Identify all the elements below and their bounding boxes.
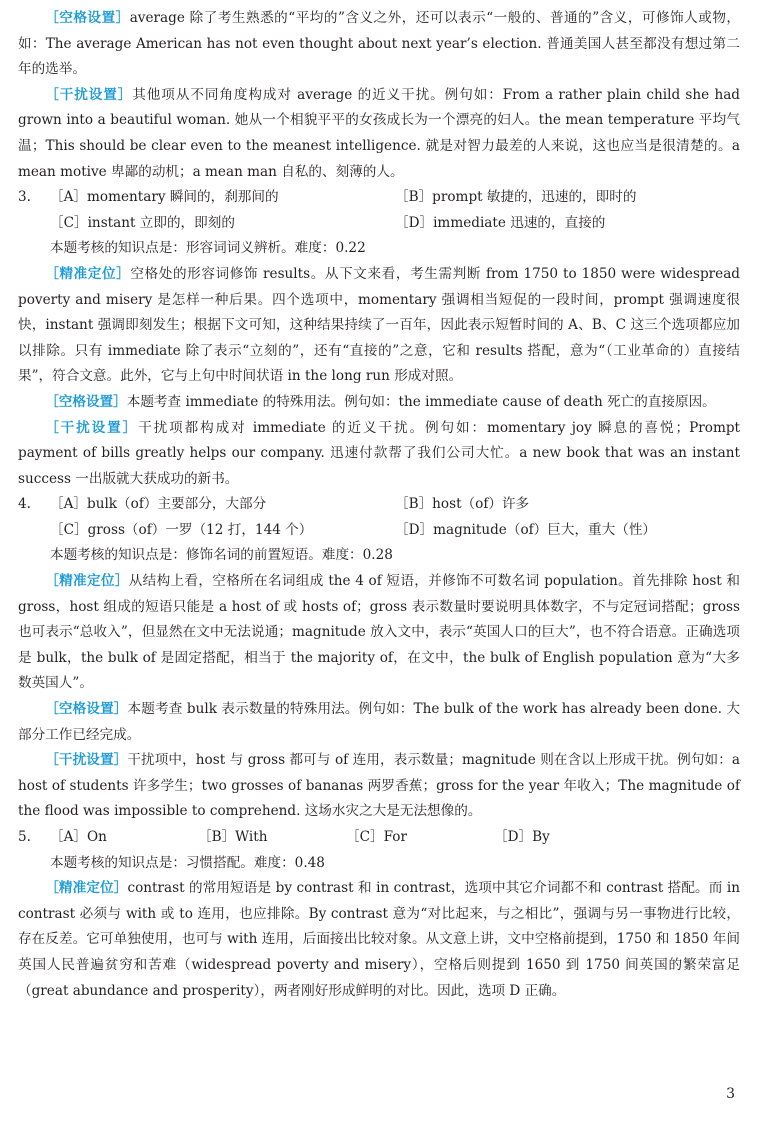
option-row — [18, 825, 740, 851]
option-row — [18, 492, 740, 518]
answer-option: ［C］For — [346, 829, 407, 845]
paragraph-text: 空格处的形容词修饰 results。从下文来看，考生需判断 from 1750 to 1850 were widespread poverty and misery 是怎样一种后果。四个选项中，momentary 强调相当短促的一段时间，prompt 强调速度很快，instant 强调即刻发生；根据下文可知，这种结果持续了一百年，因此表示短暂时间的 A、B、C 这三个选项都应加以排除。只有 immediate 除了表示“立刻的”，还有“直接的”之意，它和 results 搭配，意为“（工业革命的）直接结果”，符合文意。此外，它与上句中时间状语 in the long run 形成对照。 — [18, 265, 740, 385]
section-tag: ［干扰设置］ — [45, 86, 133, 103]
answer-option: ［A］bulk（of）主要部分，大部分 — [50, 496, 267, 513]
paragraph-text: 干扰项都构成对 immediate 的近义干扰。例句如：momentary joy 瞬息的喜悦；Prompt payment of bills greatly helps our company. 迅速付款帮了我们公司大忙。a new book that was an instant success 一出版就大获成功的新书。 — [18, 419, 740, 487]
paragraph-text: 从结构上看，空格所在名词组成 the 4 of 短语，并修饰不可数名词 population。首先排除 host 和 gross，host 组成的短语只能是 a host of 或 hosts of；gross 表示数量时要说明具体数字，不与定冠词搭配；gross 也可表示“总收入”，但显然在文中无法说通；magnitude 放入文中，表示“英国人口的巨大”，也不符合语意。正确选项是 bulk，the bulk of 是固定搭配，相当于 the majority of，在文中，the bulk of English population 意为“大多数英国人”。 — [18, 573, 740, 692]
answer-option: ［B］prompt 敏捷的，迅速的，即时的 — [395, 189, 637, 206]
option-row — [18, 211, 740, 237]
explanation-paragraph — [18, 416, 740, 493]
knowledge-point-line: 本题考核的知识点是：修饰名词的前置短语。难度：0.28 — [50, 547, 393, 564]
question-options — [18, 825, 740, 851]
section-tag: ［空格设置］ — [45, 393, 127, 410]
answer-option: ［C］instant 立即的，即刻的 — [50, 214, 235, 231]
explanation-paragraph — [18, 6, 740, 83]
paragraph-text: average 除了考生熟悉的“平均的”含义之外，还可以表示“一般的、普通的”含义，可修饰人或物，如：The average American has not even thought about next year’s election. 普通美国人甚至都没有想过第二年的选举。 — [18, 10, 741, 78]
answer-option: ［B］host（of）许多 — [395, 496, 530, 513]
section-tag: ［干扰设置］ — [45, 419, 139, 436]
section-tag: ［精准定位］ — [45, 265, 131, 282]
section-tag: ［干扰设置］ — [45, 752, 128, 769]
paragraph-text: 本题考查 bulk 表示数量的特殊用法。例句如：The bulk of the work has already been done. 大部分工作已经完成。 — [18, 701, 741, 743]
paragraph-text: 干扰项中，host 与 gross 都可与 of 连用，表示数量；magnitude 则在含以上形成干扰。例句如：a host of students 许多学生；two grosses of bananas 两罗香蕉；gross for the year 年收入；The magnitude of the flood was impossible to comprehend. 这场水灾之大是无法想像的。 — [18, 752, 740, 820]
section-tag: ［精准定位］ — [45, 880, 128, 897]
section-tag: ［空格设置］ — [45, 701, 128, 718]
option-row — [18, 185, 740, 211]
explanation-paragraph — [18, 262, 740, 390]
answer-option: ［A］momentary 瞬间的，刹那间的 — [50, 189, 279, 206]
question-number — [18, 211, 50, 237]
explanation-paragraph — [18, 83, 740, 185]
explanation-paragraph — [18, 390, 740, 416]
paragraph-text: contrast 的常用短语是 by contrast 和 in contrast，选项中其它介词都不和 contrast 搭配。而 in contrast 必须与 with 或 to 连用，也应排除。By contrast 意为“对比起来，与之相比”，强调与另一事物进行比较，存在反差。它可单独使用，也可与 with 连用，后面接出比较对象。从文意上讲，文中空格前提到，1750 和 1850 年间英国人民普遍贫穷和苦难（widespread poverty and misery），空格后则提到 1650 到 1750 间英国的繁荣富足（great abundance and prosperity），两者刚好形成鲜明的对比。因此，选项 D 正确。 — [18, 880, 741, 999]
question-number — [18, 518, 50, 544]
paragraph-text: 其他项从不同角度构成对 average 的近义干扰。例句如：From a rather plain child she had grown into a beautiful woman. 她从一个相貌平平的女孩成长为一个漂亮的妇人。the mean temperature 平均气温；This should be clear even to the meanest intelligence. 就是对智力最差的人来说，这也应当是很清楚的。a mean motive 卑鄙的动机；a mean man 自私的、刻薄的人。 — [18, 86, 741, 180]
answer-option: ［D］By — [494, 829, 550, 845]
question-number: 5. — [18, 829, 31, 845]
question-number: 3. — [18, 189, 31, 206]
option-row — [18, 518, 740, 544]
section-tag: ［精准定位］ — [45, 573, 129, 590]
question-options — [18, 185, 740, 236]
paragraph-text: 本题考查 immediate 的特殊用法。例句如：the immediate cause of death 死亡的直接原因。 — [126, 393, 716, 410]
answer-option: ［D］magnitude（of）巨大，重大（性） — [395, 521, 657, 538]
knowledge-point-line: 本题考核的知识点是：习惯搭配。难度：0.48 — [50, 854, 325, 871]
answer-option: ［B］With — [198, 829, 268, 845]
question-options — [18, 492, 740, 543]
document-body — [18, 6, 740, 1004]
answer-option: ［C］gross（of）一罗（12 打，144 个） — [50, 521, 313, 538]
answer-option: ［A］On — [50, 829, 107, 845]
explanation-paragraph — [18, 748, 740, 825]
explanation-paragraph — [18, 876, 740, 1004]
explanation-paragraph — [18, 569, 740, 697]
answer-option: ［D］immediate 迅速的，直接的 — [395, 214, 606, 231]
explanation-paragraph — [18, 697, 740, 748]
section-tag: ［空格设置］ — [45, 10, 130, 26]
page-number: 3 — [726, 1086, 735, 1102]
question-number: 4. — [18, 496, 31, 513]
knowledge-point-line: 本题考核的知识点是：形容词词义辨析。难度：0.22 — [50, 240, 366, 257]
